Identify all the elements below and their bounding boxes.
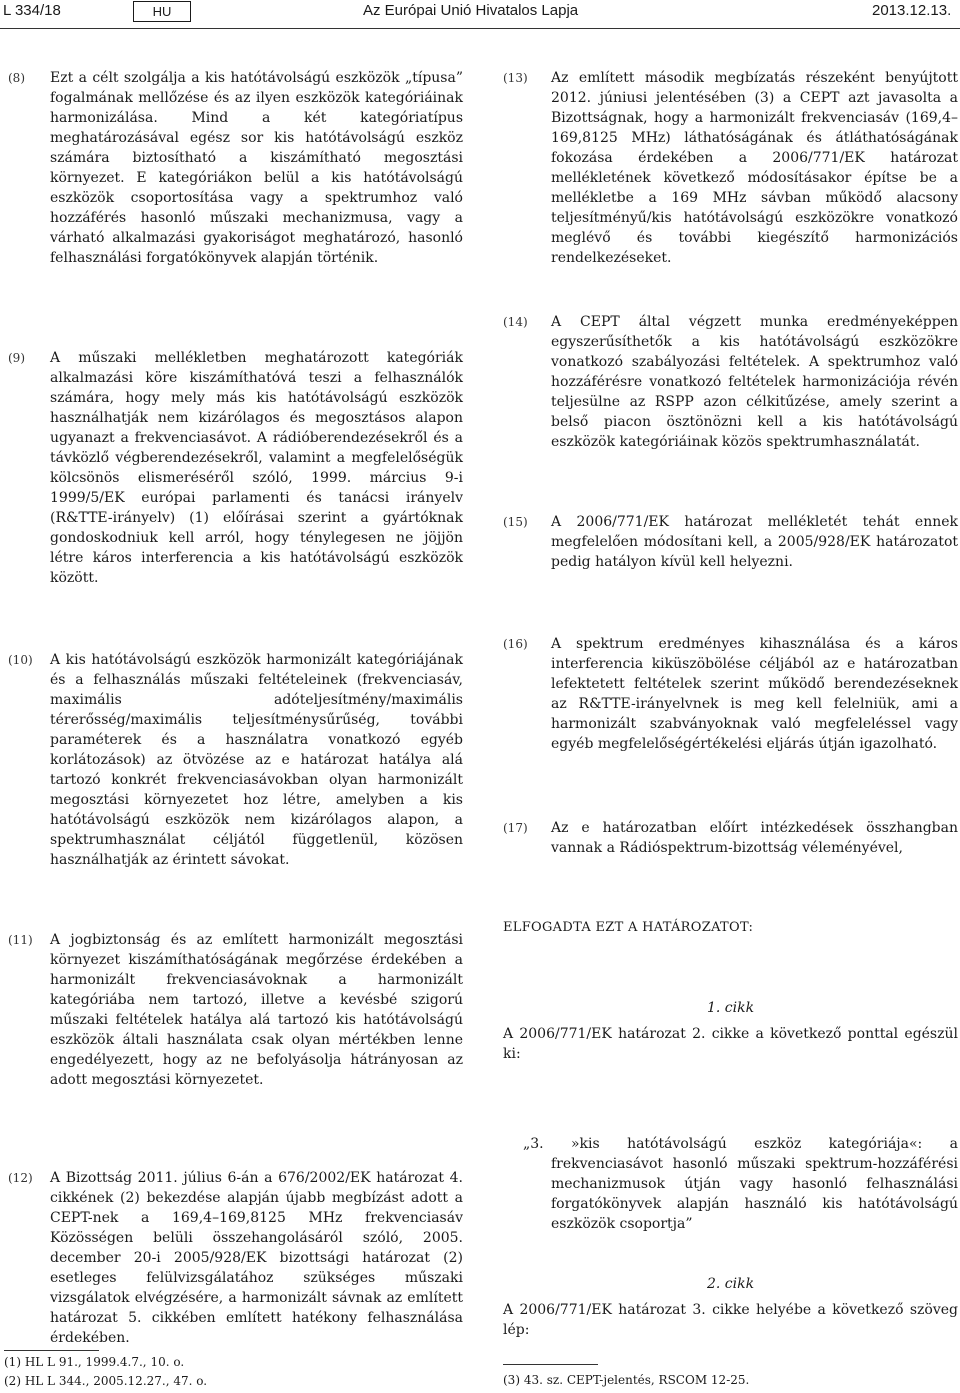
recital-number: (9)	[8, 351, 25, 365]
article-1-text: A 2006/771/EK határozat 2. cikke a következő ponttal egészül ki:	[503, 1026, 958, 1062]
recital-text: A kis hatótávolságú eszközök harmonizált kategóriájának és a felhasználás műszaki feltételeinek (frekvenciasáv, maximális adóteljesítmény/maximális térerősség/maximális teljesítménysűrűség, további paraméterek és a használatra vonatkozó egyéb korlátozások) az ötvözése az e határozat hatálya alá tartozó konkrét frekvenciasávokban olyan harmonizált megosztási környezetet hoz létre, amelyben a kis hatótávolságú eszközök nem kizárólagos alapon, a spektrumhasználat céljától függetlenül, közösen használhatják az érintett sávokat.	[50, 652, 463, 868]
recital-text: A műszaki mellékletben meghatározott kategóriák alkalmazási köre kiszámíthatóvá teszi a felhasználók számára, hogy mely más kis hatótávolságú eszközök használhatják nem kizárólagos és megosztásos alapon ugyanazt a frekvenciasávot. A rádióberendezésekről és a távközlő végberendezésekről, valamint a megfelelőségük kölcsönös elismeréséről szóló, 1999. március 9-i 1999/5/EK európai parlamenti és tanácsi irányelv (R&TTE-irányelv) (1) előírásai szerint a gyártóknak gondoskodniuk kell arról, hogy ténylegesen ne jöjjön létre káros interferencia a kis hatótávolságú eszközök között.	[50, 350, 463, 586]
recital-number: (17)	[503, 821, 528, 835]
footnote-3: (3) 43. sz. CEPT-jelentés, RSCOM 12-25.	[503, 1373, 750, 1387]
recital-number: (11)	[8, 933, 33, 947]
recital-number: (8)	[8, 71, 25, 85]
footnote-rule-left	[4, 1350, 99, 1351]
adoption-formula: ELFOGADTA EZT A HATÁROZATOT:	[503, 920, 754, 935]
recital-text: Az említett második megbízatás részeként benyújtott 2012. júniusi jelentésében (3) a CEPT azt javasolta a Bizottságnak, hogy a harmonizált frekvenciasáv (169,4–169,8125 MHz) láthatóságának és átláthatóságának fokozása érdekében a 2006/771/EK határozat mellékletének következő módosításakor építse be a mellékletbe a 169 MHz sávban működő alacsony teljesítményű/kis hatótávolságú eszközökre vonatkozó meglévő és további kiegészítő harmonizációs rendelkezéseket.	[551, 70, 958, 266]
recital-number: (12)	[8, 1171, 33, 1185]
footnote-rule-right	[503, 1364, 598, 1365]
language-box: HU	[133, 1, 191, 22]
page-reference: L 334/18	[3, 2, 61, 19]
article-1-title: 1. cikk	[706, 1000, 755, 1016]
recital-text: A CEPT által végzett munka eredményeképpen egyszerűsíthetők a kis hatótávolságú eszközökre vonatkozó szabályozási feltételek. A spektrumhoz való hozzáférésre vonatkozó feltételek harmonizációja révén teljesülne az RSPP azon célkitűzése, amely szerint a belső piacon ösztönözni kell a kis hatótávolságú eszközök kategóriáinak közös spektrumhasználatát.	[551, 314, 958, 450]
recital-text: A Bizottság 2011. július 6-án a 676/2002/EK határozat 4. cikkének (2) bekezdése alapján újabb megbízást adott a CEPT-nek a 169,4–169,8125 MHz frekvenciasáv Közösségen belüli összehangolásáról szóló, 2005. december 20-i 2005/928/EK bizottsági határozat (2) esetleges felülvizsgálatához szükséges műszaki vizsgálatok elvégzésére, a harmonizált sávnak az említett határozat 5. cikkében említett hatékony felhasználása érdekében.	[50, 1170, 463, 1346]
journal-title: Az Európai Unió Hivatalos Lapja	[363, 2, 579, 19]
recital-text: A spektrum eredményes kihasználása és a káros interferencia kiküszöbölése céljából az e határozatban lefektetett feltételek szerint működő berendezéseknek az R&TTE-irányelvnek is meg kell felelniük, ami a harmonizált szabványoknak való megfeleléssel vagy egyéb megfelelőségértékelési eljárás útján igazolható.	[551, 636, 958, 752]
recital-number: (13)	[503, 71, 528, 85]
footnote-1: (1) HL L 91., 1999.4.7., 10. o.	[4, 1355, 185, 1369]
header-rule	[0, 28, 960, 29]
recital-text: Az e határozatban előírt intézkedések összhangban vannak a Rádióspektrum-bizottság véleményével,	[551, 820, 958, 856]
recital-number: (14)	[503, 315, 528, 329]
article-2-title: 2. cikk	[706, 1276, 755, 1292]
recital-number: (15)	[503, 515, 528, 529]
recital-text: Ezt a célt szolgálja a kis hatótávolságú eszközök „típusa” fogalmának mellőzése és az ilyen eszközök kategóriáinak harmonizálása. Mind a két kategóriatípus meghatározásával egész sor kis hatótávolságú eszköz számára biztosítható a kiszámítható megosztási környezet. E kategóriákon belül a kis hatótávolságú eszközök csoportosítása vagy a spektrumhoz való hozzáférés hasonló műszaki mechanizmusa, vagy a várható alkalmazási gyakoriságot meghatározó, hasonló felhasználási forgatókönyvek alapján történik.	[50, 70, 463, 266]
recital-text: A jogbiztonság és az említett harmonizált megosztási környezet kiszámíthatóságának megőrzése érdekében a harmonizált frekvenciasávoknak a harmonizált kategóriába nem tartozó, illetve a kevésbé szigorú műszaki feltételek hatálya alá tartozó kis hatótávolságú eszközök általi használata csak olyan mértékben lenne engedélyezett, hogy az ne befolyásolja hátrányosan az adott megosztási környezetet.	[50, 932, 463, 1088]
footnote-2: (2) HL L 344., 2005.12.27., 47. o.	[4, 1374, 208, 1388]
article-2-text: A 2006/771/EK határozat 3. cikke helyébe a következő szöveg lép:	[503, 1302, 958, 1338]
page-header	[0, 0, 960, 30]
recital-number: (16)	[503, 637, 528, 651]
recital-text: A 2006/771/EK határozat mellékletét tehát ennek megfelelően módosítani kell, a 2005/928/EK határozatot pedig hatályon kívül kell helyezni.	[551, 514, 958, 570]
recital-number: (10)	[8, 653, 33, 667]
article-1-quote: „3. »kis hatótávolságú eszköz kategóriája«: a frekvenciasávot hasonló műszaki spektrum-hozzáférési mechanizmusok útján vagy hasonló felhasználási forgatókönyvek alapján használó kis hatótávolságú eszközök csoportja”	[523, 1136, 958, 1232]
publication-date: 2013.12.13.	[872, 2, 952, 19]
